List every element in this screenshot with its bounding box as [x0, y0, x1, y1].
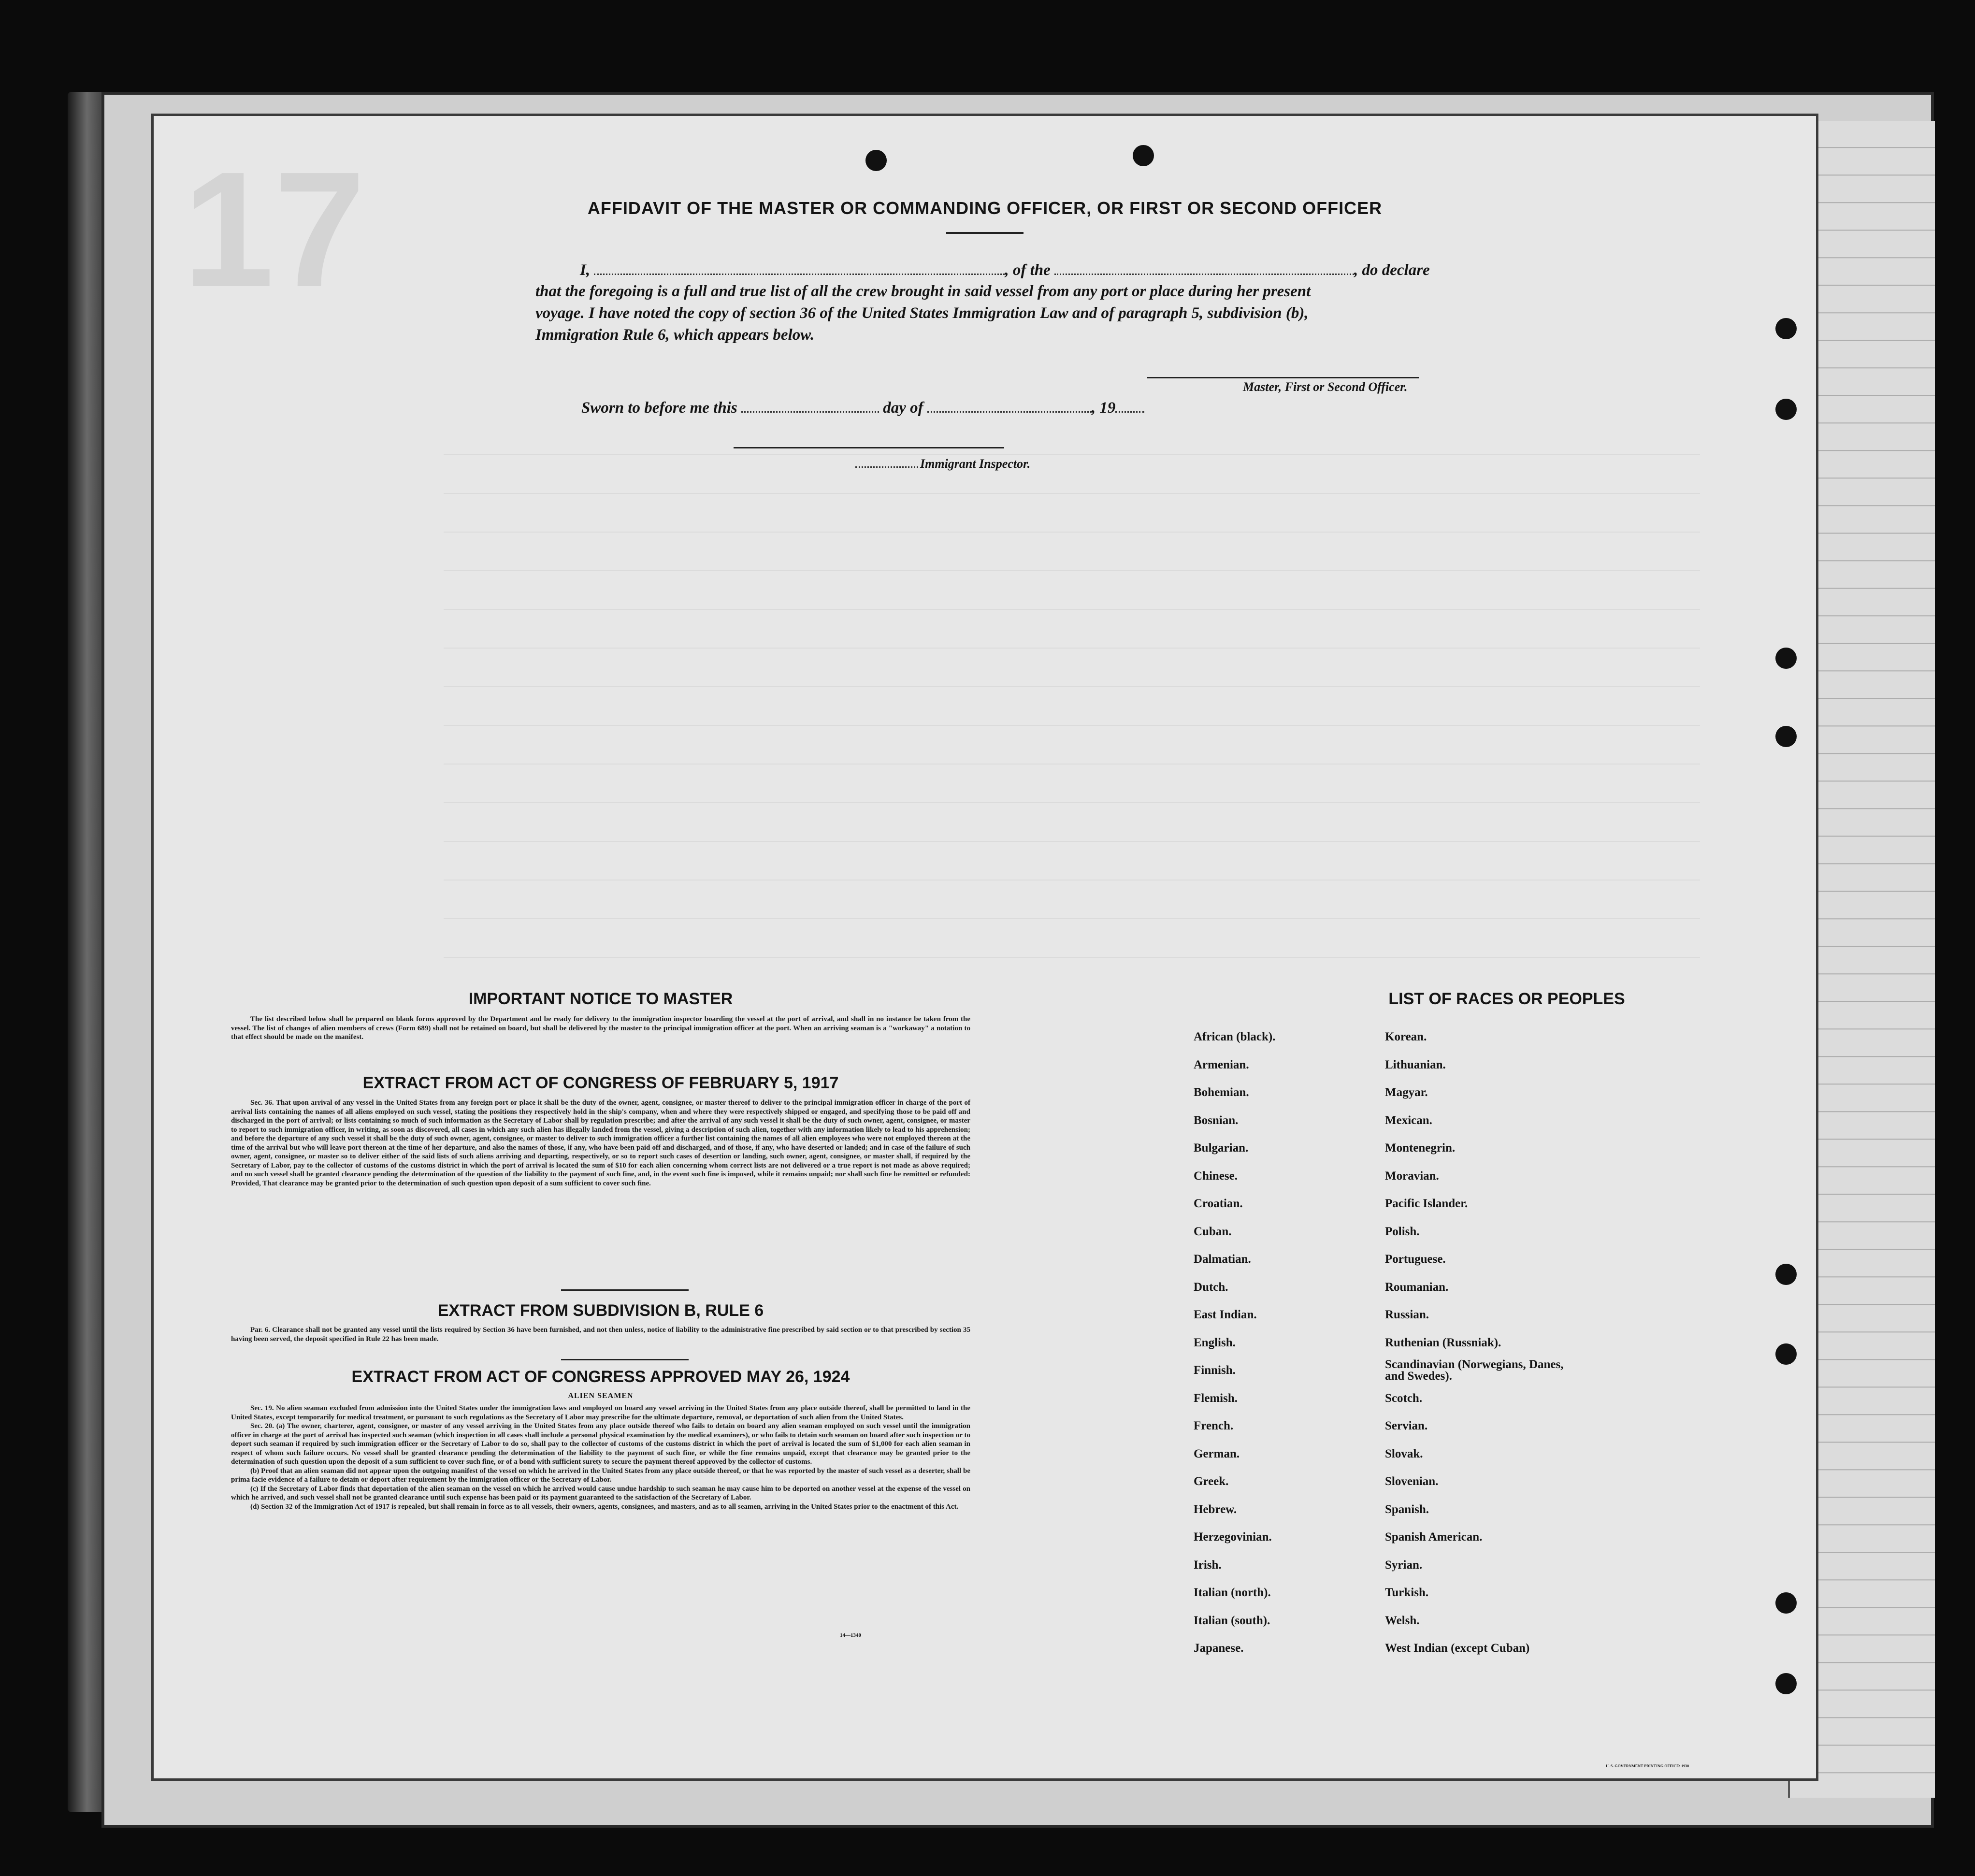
race-entry: Spanish. — [1385, 1502, 1429, 1516]
race-entry: Bulgarian. — [1194, 1141, 1249, 1154]
punch-hole — [1775, 726, 1797, 747]
race-entry: Hebrew. — [1194, 1502, 1237, 1516]
alien-seamen-subtitle: ALIEN SEAMEN — [568, 1392, 634, 1400]
race-entry: Dutch. — [1194, 1280, 1228, 1294]
race-entry: Greek. — [1194, 1475, 1229, 1488]
race-entry: Chinese. — [1194, 1169, 1238, 1183]
punch-hole — [1775, 1673, 1797, 1694]
race-entry: Spanish American. — [1385, 1530, 1483, 1544]
inspector-label: Immigrant Inspector. — [920, 457, 1031, 471]
affidavit-text-line-2: that the foregoing is a full and true list of all the crew brought in said vessel from any port or place during her present — [535, 283, 1311, 300]
inspector-signature-line[interactable] — [734, 447, 1004, 448]
race-entry: Cuban. — [1194, 1225, 1232, 1238]
race-entry: Scandinavian (Norwegians, Danes, and Swedes). — [1385, 1358, 1564, 1383]
race-entry: Welsh. — [1385, 1614, 1420, 1627]
race-entry: Croatian. — [1194, 1197, 1243, 1210]
section-divider — [561, 1289, 689, 1291]
race-entry: Italian (south). — [1194, 1614, 1270, 1627]
affidavit-text-line-3: voyage. I have noted the copy of section 36 of the United States Immigration Law and of paragraph 5, subdivision (b), — [535, 304, 1309, 322]
notice-title: IMPORTANT NOTICE TO MASTER — [468, 990, 733, 1008]
affidavit-title: AFFIDAVIT OF THE MASTER OR COMMANDING OFFICER, OR FIRST OR SECOND OFFICER — [587, 198, 1383, 218]
rule-6-body: Par. 6. Clearance shall not be granted any vessel until the lists required by Section 36 have been furnished, and not then unless, notice of liability to the administrative fine prescribed by said section or to that prescribed by section 35 having been served, the deposit specified in Rule 22 has been made. — [231, 1326, 970, 1343]
race-entry: Syrian. — [1385, 1558, 1423, 1572]
act-1924-body: Sec. 19. No alien seaman excluded from admission into the United States under the immigration laws and employed on board any vessel arriving in the United States from any place outside thereof, shall be permitted to land in the United States, except temporarily for medical treatment, or pursuant to such regulations as the Secretary of Labor may prescribe for the ultimate departure, removal, or deportation of such alien from the United States. Sec. 20. (a) The owner, charterer, agent, consignee, or master of any vessel arriving in the United States from any place outside thereof who fails to detain on board any alien seaman employed on such vessel until the immigration officer in charge at the port of arrival has inspected such seaman (which inspection in all cases shall include a personal physical examination by the medical examiners), or who fails to detain such seaman on board after such inspection or to deport such seaman if required by such immigration officer or the Secretary of Labor to do so, shall pay to the collector of customs of the customs district in which the port of arrival is located the sum of $1,000 for each alien seaman in respect of whom such failure occurs. No vessel shall be granted clearance pending the determination of the liability to the payment of such fine, or while the fine remains unpaid, except that clearance may be granted prior to the determination of such question upon the deposit of a sum sufficient to cover such fine, or of a bond with sufficient surety to secure the payment thereof approved by the collector of customs. (b) Proof that an alien seaman did not appear upon the outgoing manifest of the vessel on which he arrived in the United States from any place outside thereof, or that he was reported by the master of such vessel as a deserter, shall be prima facie evidence of a failure to detain or deport after requirement by the immigration officer or the Secretary of Labor. (c) If the Secretary of Labor finds that deportation of the alien seaman on the vessel on which he arrived would cause undue hardship to such seaman he may cause him to be deported on another vessel at the expense of the vessel on which he arrived, and such vessel shall not be granted clearance until such expense has been paid or its payment guaranteed to the satisfaction of the Secretary of Labor. (d) Section 32 of the Immigration Act of 1917 is repealed, but shall remain in force as to all vessels, their owners, agents, consignees, and masters, and as to all seamen, arriving in the United States prior to the enactment of this Act. — [231, 1404, 970, 1511]
race-entry: Scotch. — [1385, 1391, 1423, 1405]
sworn-month-blank[interactable] — [927, 399, 1092, 413]
affidavit-text-line-4: Immigration Rule 6, which appears below. — [535, 326, 815, 344]
vessel-blank[interactable] — [1054, 261, 1354, 275]
race-entry: Italian (north). — [1194, 1586, 1271, 1599]
punch-hole — [1775, 318, 1797, 339]
section-divider — [561, 1359, 689, 1360]
race-entry: Roumanian. — [1385, 1280, 1449, 1294]
sworn-day-blank[interactable] — [741, 399, 879, 413]
race-entry: Armenian. — [1194, 1058, 1249, 1071]
notice-body: The list described below shall be prepared on blank forms approved by the Department and be ready for delivery to the immigration inspector boarding the vessel at the port of arrival, and shall in no instance be taken from the vessel. The list of changes of alien members of crews (Form 689) shall not be retained on board, but shall be delivered by the master to the principal immigration officer at the port. When an arriving seaman is a "workaway" a notation to that effect should be made on the manifest. — [231, 1015, 970, 1041]
race-entry: Herzegovinian. — [1194, 1530, 1272, 1544]
punch-hole — [1133, 145, 1154, 166]
race-entry: Russian. — [1385, 1308, 1429, 1321]
inspector-line — [855, 457, 1030, 471]
master-signature-label: Master, First or Second Officer. — [1243, 380, 1408, 394]
races-title: LIST OF RACES OR PEOPLES — [1388, 990, 1625, 1008]
manifest-page — [154, 116, 1816, 1778]
race-entry: Irish. — [1194, 1558, 1222, 1572]
sworn-year-blank[interactable] — [1115, 399, 1144, 413]
race-entry: East Indian. — [1194, 1308, 1257, 1321]
race-entry: African (black). — [1194, 1030, 1276, 1043]
race-entry: Polish. — [1385, 1225, 1420, 1238]
race-entry: Ruthenian (Russniak). — [1385, 1336, 1501, 1349]
race-entry: Mexican. — [1385, 1113, 1432, 1127]
race-entry: Pacific Islander. — [1385, 1197, 1468, 1210]
rule-6-title: EXTRACT FROM SUBDIVISION B, RULE 6 — [437, 1301, 764, 1320]
punch-hole — [865, 150, 887, 171]
race-entry: Slovak. — [1385, 1447, 1423, 1460]
race-entry: Dalmatian. — [1194, 1253, 1251, 1266]
race-entry: Finnish. — [1194, 1364, 1236, 1377]
title-underline — [946, 232, 1024, 234]
act-1924-title: EXTRACT FROM ACT OF CONGRESS APPROVED MAY 26, 1924 — [351, 1368, 850, 1386]
race-entry: Slovenian. — [1385, 1475, 1439, 1488]
race-entry: Magyar. — [1385, 1086, 1428, 1099]
act-1917-title: EXTRACT FROM ACT OF CONGRESS OF FEBRUARY 5, 1917 — [362, 1074, 839, 1092]
race-entry: Lithuanian. — [1385, 1058, 1446, 1071]
race-entry: English. — [1194, 1336, 1236, 1349]
race-entry: Bohemian. — [1194, 1086, 1249, 1099]
punch-hole — [1775, 1264, 1797, 1285]
declare-line: I, , of the , do declare — [580, 261, 1430, 279]
race-entry: Montenegrin. — [1385, 1141, 1456, 1154]
master-signature-line[interactable] — [1147, 377, 1419, 378]
race-entry: Servian. — [1385, 1419, 1428, 1432]
race-entry: German. — [1194, 1447, 1240, 1460]
race-entry: Japanese. — [1194, 1642, 1244, 1655]
race-entry: West Indian (except Cuban) — [1385, 1642, 1530, 1655]
race-entry: Korean. — [1385, 1030, 1427, 1043]
form-number: 14—1340 — [840, 1632, 861, 1638]
race-entry: Portuguese. — [1385, 1253, 1446, 1266]
sworn-line: Sworn to before me this day of , 19 — [581, 399, 1144, 417]
punch-hole — [1775, 1592, 1797, 1614]
race-entry: Moravian. — [1385, 1169, 1439, 1183]
punch-hole — [1775, 648, 1797, 669]
punch-hole — [1775, 399, 1797, 420]
act-1917-body: Sec. 36. That upon arrival of any vessel in the United States from any foreign port or place it shall be the duty of the owner, agent, consignee, or master thereof to deliver to the principal immigration officer in charge of the port of arrival lists containing the names of all aliens employed on such vessel, stating the positions they respectively hold in the ship's company, when and where they were respectively shipped or engaged, and specifying those to be paid off and discharged in the port of arrival; or lists containing so much of such information as the Secretary of Labor shall by regulation prescribe; and after the arrival of any such vessel it shall be the duty of such owner, agent, consignee, or master to report to such immigration officer, in writing, as soon as discovered, all cases in which any such alien has illegally landed from the vessel, giving a description of such alien, together with any information likely to lead to his apprehension; and before the departure of any such vessel it shall be the duty of such owner, agent, consignee, or master to deliver to such immigration officer a further list containing the names of all alien employees who were not employed thereon at the time of the arrival but who will leave port thereon at the time of her departure, and also the names of those, if any, who have been paid off and discharged, and of those, if any, who have deserted or landed; and in case of the failure of such owner, agent, consignee, or master so to deliver either of the said lists of such aliens arriving and departing, respectively, or so to report such cases of desertion or landing, such owner, agent, consignee, or master shall, if required by the Secretary of Labor, pay to the collector of customs of the customs district in which the port of arrival is located the sum of $10 for each alien concerning whom correct lists are not delivered or a true report is not made as above required; and no such vessel shall be granted clearance pending the determination of the question of the liability to the payment of such fine, and, in the event such fine is imposed, while it remains unpaid; nor shall such fine be remitted or refunded: Provided, That clearance may be granted prior to the determination of such question upon deposit of a sum sufficient to cover such fine. — [231, 1099, 970, 1187]
bleed-through-text: 17 — [154, 116, 1816, 1778]
race-entry: French. — [1194, 1419, 1234, 1432]
race-entry: Turkish. — [1385, 1586, 1429, 1599]
printer-imprint: U. S. GOVERNMENT PRINTING OFFICE: 1930 — [1606, 1764, 1689, 1768]
name-blank[interactable] — [594, 261, 1005, 275]
punch-hole — [1775, 1343, 1797, 1365]
race-entry: Flemish. — [1194, 1391, 1238, 1405]
race-entry: Bosnian. — [1194, 1113, 1239, 1127]
